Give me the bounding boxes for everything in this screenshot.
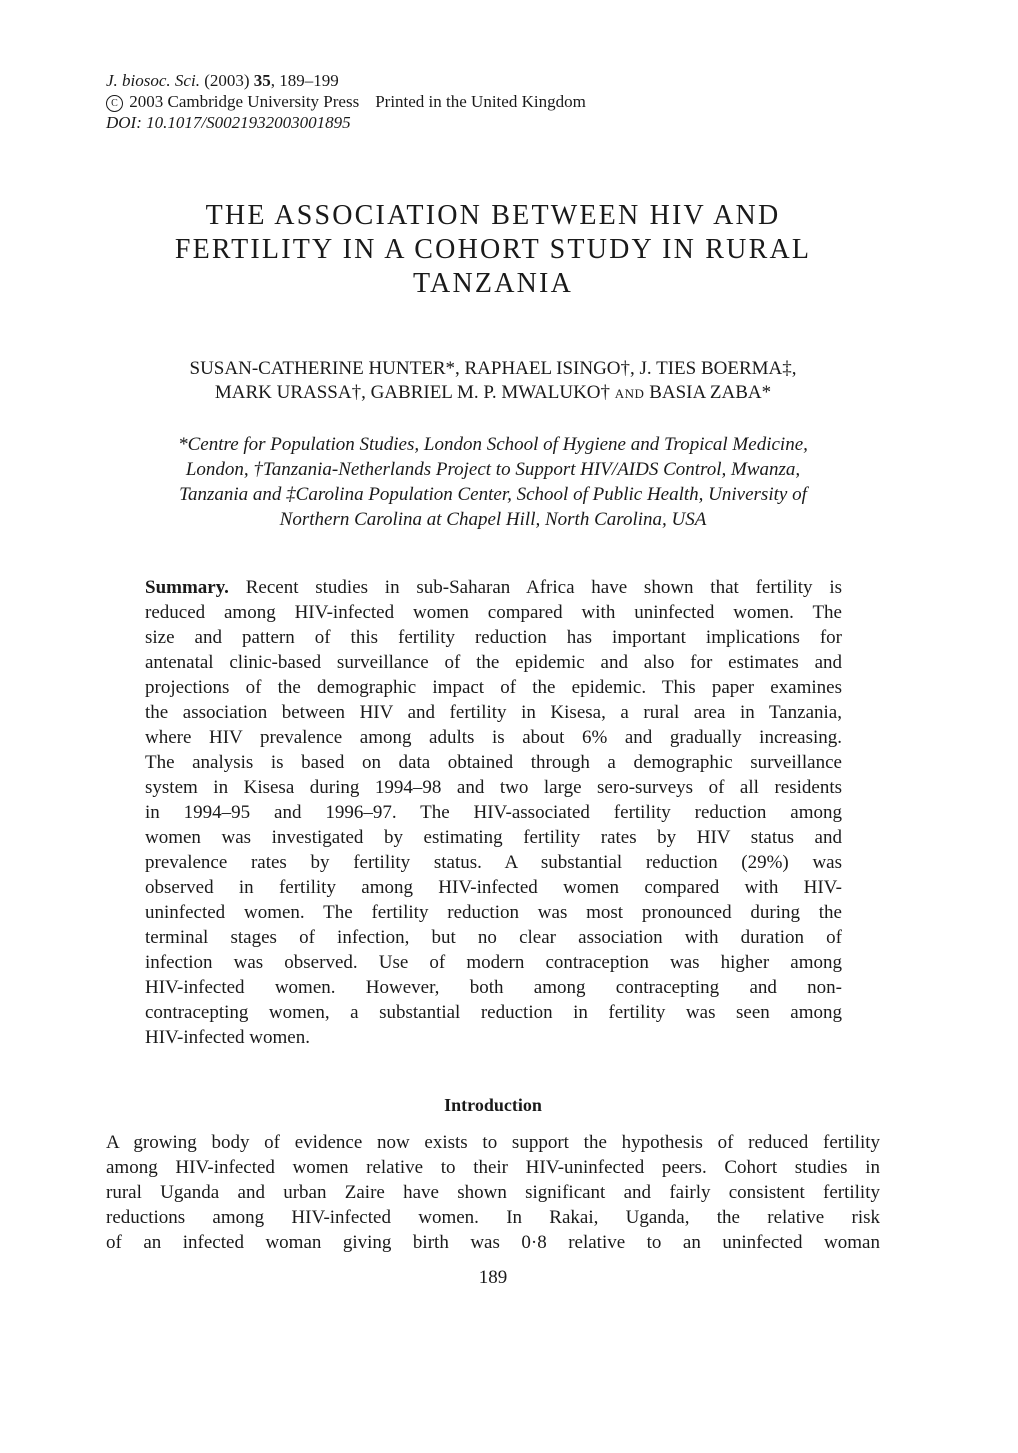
- summary-line: infection was observed. Use of modern contraception was higher among: [145, 952, 842, 973]
- title-line: TANZANIA: [413, 268, 573, 299]
- author-line: SUSAN-CATHERINE HUNTER*, RAPHAEL ISINGO†, J. TIES BOERMA‡,: [189, 358, 797, 379]
- summary-line: terminal stages of infection, but no clear association with duration of: [145, 927, 842, 948]
- summary-line: contracepting women, a substantial reduction in fertility was seen among: [145, 1002, 842, 1023]
- summary-line: HIV-infected women.: [145, 1027, 310, 1048]
- affiliation-line: Tanzania and ‡Carolina Population Center, School of Public Health, University of: [179, 484, 807, 505]
- author-names: BASIA ZABA*: [649, 382, 772, 403]
- summary-line: in 1994–95 and 1996–97. The HIV-associated fertility reduction among: [145, 802, 842, 823]
- body-line: reductions among HIV-infected women. In Rakai, Uganda, the relative risk: [106, 1207, 880, 1228]
- affiliation-line: London, †Tanzania-Netherlands Project to Support HIV/AIDS Control, Mwanza,: [185, 459, 801, 480]
- body-line: of an infected woman giving birth was 0·8 relative to an uninfected woman: [106, 1232, 880, 1253]
- doi-text: DOI: 10.1017/S0021932003001895: [106, 113, 351, 132]
- journal-header: [106, 70, 586, 133]
- summary-line: reduced among HIV-infected women compared with uninfected women. The: [145, 602, 842, 623]
- introduction-body: [106, 1130, 880, 1255]
- author-line: [106, 381, 880, 406]
- body-line: among HIV-infected women relative to their HIV-uninfected peers. Cohort studies in: [106, 1157, 880, 1178]
- summary-line: projections of the demographic impact of the epidemic. This paper examines: [145, 677, 842, 698]
- summary-line: the association between HIV and fertility in Kisesa, a rural area in Tanzania,: [145, 702, 842, 723]
- summary-line: women was investigated by estimating fertility rates by HIV status and: [145, 827, 842, 848]
- summary-line: HIV-infected women. However, both among contracepting and non-: [145, 977, 842, 998]
- author-conjunction: AND: [614, 386, 645, 401]
- page-number: 189: [478, 1267, 508, 1288]
- doi-line: [106, 112, 586, 133]
- summary-label: Summary.: [145, 577, 229, 598]
- summary-line: prevalence rates by fertility status. A substantial reduction (29%) was: [145, 852, 842, 873]
- summary-line: The analysis is based on data obtained through a demographic surveillance: [145, 752, 842, 773]
- summary-abstract: [145, 575, 842, 1050]
- citation-line: [106, 70, 586, 91]
- affiliation-line: *Centre for Population Studies, London School of Hygiene and Tropical Medicine,: [178, 434, 808, 455]
- summary-first-text: Recent studies in sub-Saharan Africa have shown that fertility is: [245, 577, 843, 598]
- journal-pages: , 189–199: [270, 71, 339, 90]
- author-names: MARK URASSA†, GABRIEL M. P. MWALUKO†: [214, 382, 611, 403]
- affiliations: [106, 432, 880, 532]
- copyright-line: [106, 91, 586, 112]
- summary-line: observed in fertility among HIV-infected women compared with HIV-: [145, 877, 842, 898]
- summary-line: system in Kisesa during 1994–98 and two large sero-surveys of all residents: [145, 777, 842, 798]
- section-heading-introduction: Introduction: [444, 1095, 542, 1115]
- author-list: [106, 357, 880, 406]
- summary-line: antenatal clinic-based surveillance of the epidemic and also for estimates and: [145, 652, 842, 673]
- summary-line: [145, 575, 842, 600]
- summary-line: where HIV prevalence among adults is about 6% and gradually increasing.: [145, 727, 842, 748]
- copyright-icon: C: [106, 95, 123, 112]
- journal-year: (2003): [204, 71, 250, 90]
- body-line: A growing body of evidence now exists to support the hypothesis of reduced fertility: [106, 1132, 880, 1153]
- printed-text: Printed in the United Kingdom: [375, 92, 586, 111]
- affiliation-line: Northern Carolina at Chapel Hill, North Carolina, USA: [279, 509, 707, 530]
- copyright-text: 2003 Cambridge University Press: [129, 92, 360, 111]
- journal-name: J. biosoc. Sci.: [106, 71, 200, 90]
- summary-line: size and pattern of this fertility reduction has important implications for: [145, 627, 842, 648]
- summary-line: uninfected women. The fertility reduction was most pronounced during the: [145, 902, 842, 923]
- body-line: rural Uganda and urban Zaire have shown significant and fairly consistent fertility: [106, 1182, 880, 1203]
- title-line: THE ASSOCIATION BETWEEN HIV AND: [205, 200, 781, 231]
- journal-volume: 35: [253, 71, 271, 90]
- title-line: FERTILITY IN A COHORT STUDY IN RURAL: [174, 234, 812, 265]
- article-title: [106, 199, 880, 301]
